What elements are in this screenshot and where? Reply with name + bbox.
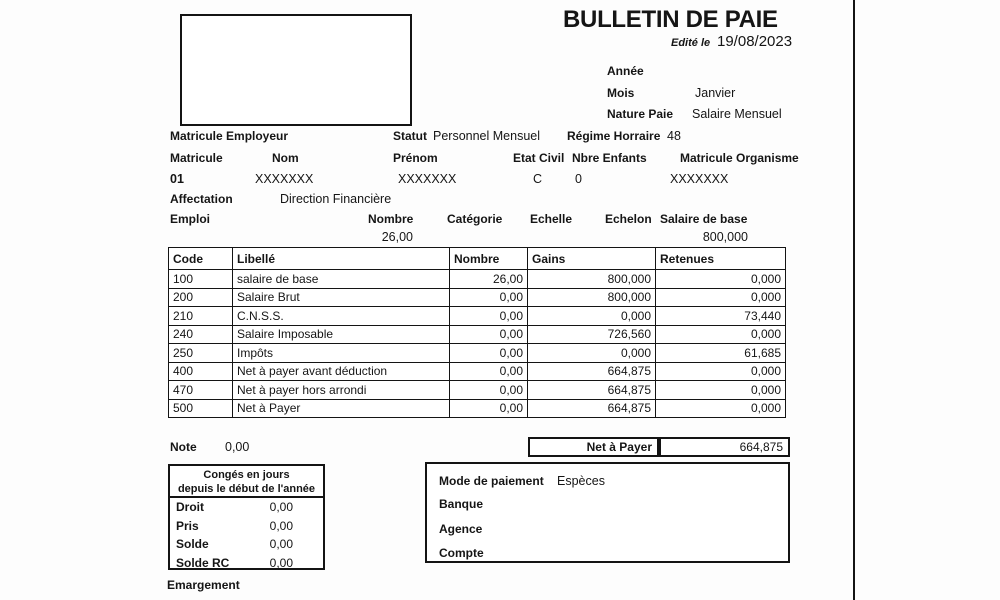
cell-gains: 664,875 (528, 381, 656, 400)
edited-on-date: 19/08/2023 (717, 33, 793, 50)
echelle-label: Echelle (530, 212, 573, 226)
cell-code: 100 (169, 270, 233, 289)
solde-label: Solde (176, 537, 209, 551)
net-a-payer-label-box: Net à Payer (528, 437, 659, 457)
table-row (169, 325, 786, 344)
cell-retenues: 0,000 (656, 325, 786, 344)
conges-row-droit (170, 498, 323, 517)
statut-value: Personnel Mensuel (433, 129, 541, 143)
table-row (169, 362, 786, 381)
solde-rc-label: Solde RC (176, 555, 230, 570)
table-row (169, 288, 786, 307)
prenom-value: XXXXXXX (398, 172, 457, 186)
mois-label: Mois (607, 86, 635, 100)
col-header-nombre: Nombre (450, 248, 528, 270)
cell-retenues: 73,440 (656, 307, 786, 326)
droit-value: 0,00 (269, 500, 293, 514)
col-header-retenues: Retenues (656, 248, 786, 270)
cell-gains: 800,000 (528, 288, 656, 307)
cell-code: 200 (169, 288, 233, 307)
page-right-edge-line (853, 0, 855, 600)
cell-retenues: 61,685 (656, 344, 786, 363)
salaire-base-label: Salaire de base (660, 212, 748, 226)
cell-nombre: 26,00 (450, 270, 528, 289)
affectation-label: Affectation (170, 192, 233, 206)
prenom-label: Prénom (393, 151, 438, 165)
mode-paiement-label: Mode de paiement (439, 474, 544, 488)
pris-value: 0,00 (269, 518, 293, 533)
conges-title (170, 466, 323, 498)
cell-libelle: Net à payer hors arrondi (233, 381, 450, 400)
salaire-base-value: 800,000 (702, 230, 748, 244)
nom-value: XXXXXXX (255, 172, 314, 186)
etat-civil-label: Etat Civil (513, 151, 565, 165)
nbre-enfants-value: 0 (575, 172, 582, 186)
note-label: Note (170, 440, 197, 454)
conges-box (168, 464, 325, 570)
cell-retenues: 0,000 (656, 399, 786, 418)
cell-code: 400 (169, 362, 233, 381)
cell-code: 250 (169, 344, 233, 363)
col-header-gains: Gains (528, 248, 656, 270)
col-header-code: Code (169, 248, 233, 270)
matricule-value: 01 (170, 172, 184, 186)
cell-retenues: 0,000 (656, 381, 786, 400)
cell-gains: 0,000 (528, 307, 656, 326)
regime-horaire-label: Régime Horraire (567, 129, 661, 143)
echelon-label: Echelon (605, 212, 652, 226)
categorie-label: Catégorie (447, 212, 503, 226)
nature-paie-value: Salaire Mensuel (692, 107, 782, 121)
cell-libelle: Salaire Imposable (233, 325, 450, 344)
matricule-employeur-label: Matricule Employeur (170, 129, 289, 143)
cell-code: 500 (169, 399, 233, 418)
cell-gains: 726,560 (528, 325, 656, 344)
matricule-organisme-label: Matricule Organisme (680, 151, 799, 165)
regime-horaire-value: 48 (667, 129, 681, 143)
edited-on-label: Edité le (671, 37, 711, 49)
cell-nombre: 0,00 (450, 307, 528, 326)
compte-label: Compte (439, 546, 484, 560)
cell-code: 240 (169, 325, 233, 344)
table-row (169, 270, 786, 289)
cell-gains: 664,875 (528, 399, 656, 418)
conges-row-solde-rc (170, 554, 323, 573)
table-header-row (169, 248, 786, 270)
conges-row-pris (170, 517, 323, 536)
affectation-value: Direction Financière (280, 192, 392, 206)
cell-nombre: 0,00 (450, 362, 528, 381)
cell-nombre: 0,00 (450, 325, 528, 344)
logo-placeholder-box (180, 14, 412, 126)
nature-paie-label: Nature Paie (607, 107, 674, 121)
banque-label: Banque (439, 497, 484, 511)
table-row (169, 399, 786, 418)
nombre-label: Nombre (368, 212, 414, 226)
emploi-label: Emploi (170, 212, 211, 226)
annee-label: Année (607, 64, 644, 78)
mode-paiement-value: Espèces (557, 474, 605, 488)
solde-value: 0,00 (269, 537, 293, 551)
cell-nombre: 0,00 (450, 344, 528, 363)
cell-retenues: 0,000 (656, 288, 786, 307)
statut-label: Statut (393, 129, 427, 143)
etat-civil-value: C (533, 172, 543, 186)
matricule-organisme-value: XXXXXXX (670, 172, 729, 186)
cell-gains: 0,000 (528, 344, 656, 363)
solde-rc-value: 0,00 (269, 555, 293, 570)
conges-row-solde (170, 535, 323, 554)
mode-paiement-box (425, 462, 790, 563)
agence-label: Agence (439, 522, 483, 536)
cell-libelle: Impôts (233, 344, 450, 363)
cell-nombre: 0,00 (450, 399, 528, 418)
mois-value: Janvier (695, 86, 736, 100)
cell-libelle: Net à Payer (233, 399, 450, 418)
cell-gains: 664,875 (528, 362, 656, 381)
table-row (169, 307, 786, 326)
cell-nombre: 0,00 (450, 288, 528, 307)
cell-nombre: 0,00 (450, 381, 528, 400)
cell-code: 210 (169, 307, 233, 326)
cell-libelle: salaire de base (233, 270, 450, 289)
nbre-enfants-label: Nbre Enfants (572, 151, 647, 165)
col-header-libelle: Libellé (233, 248, 450, 270)
pris-label: Pris (176, 518, 199, 533)
pay-lines-table (168, 247, 786, 418)
matricule-label: Matricule (170, 151, 223, 165)
table-row (169, 344, 786, 363)
table-row (169, 381, 786, 400)
emargement-label: Emargement (167, 578, 240, 592)
droit-label: Droit (176, 500, 204, 514)
cell-code: 470 (169, 381, 233, 400)
conges-title-line1: Congés en jours (203, 469, 290, 481)
cell-libelle: C.N.S.S. (233, 307, 450, 326)
nom-label: Nom (272, 151, 299, 165)
nombre-value: 26,00 (381, 230, 413, 244)
cell-retenues: 0,000 (656, 362, 786, 381)
cell-gains: 800,000 (528, 270, 656, 289)
cell-libelle: Salaire Brut (233, 288, 450, 307)
cell-libelle: Net à payer avant déduction (233, 362, 450, 381)
cell-retenues: 0,000 (656, 270, 786, 289)
net-a-payer-value-box: 664,875 (659, 437, 790, 457)
conges-title-line2: depuis le début de l'année (177, 483, 316, 495)
note-value: 0,00 (225, 440, 250, 454)
page-title: BULLETIN DE PAIE (563, 6, 778, 33)
